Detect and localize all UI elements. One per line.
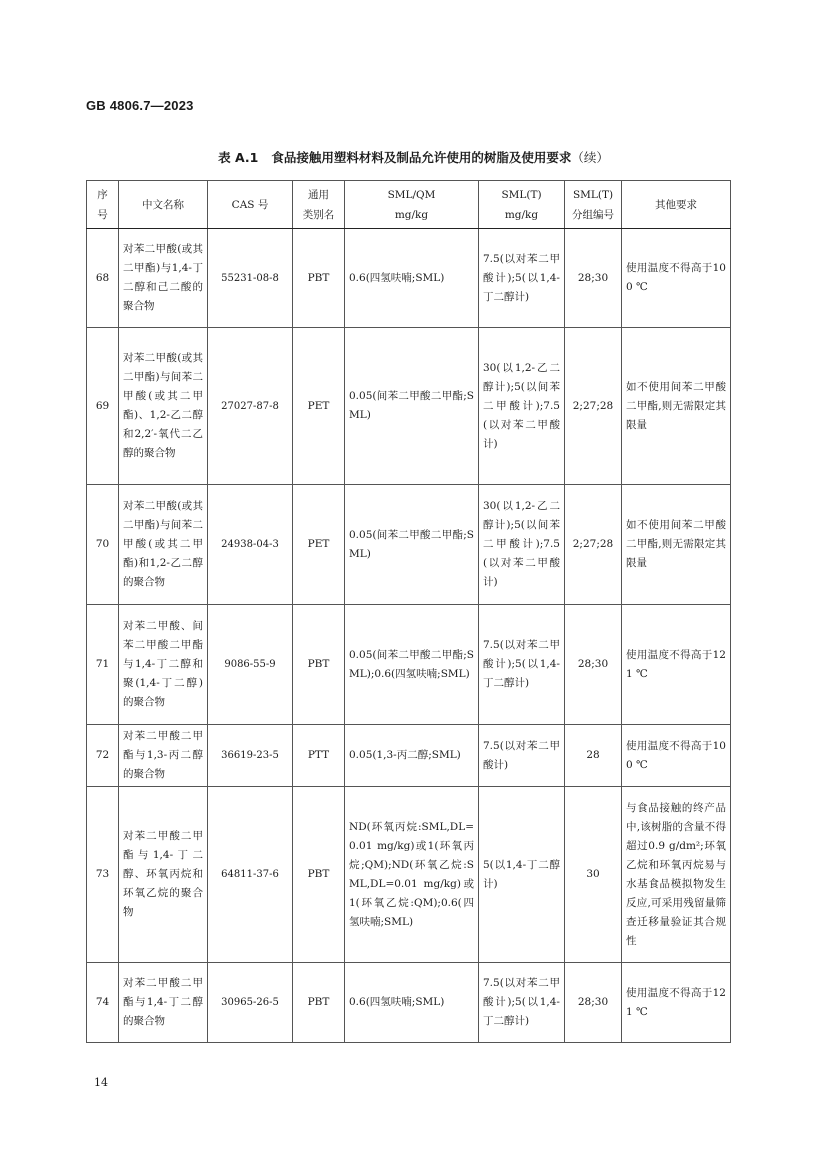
row-other: 如不使用间苯二甲酸二甲酯,则无需限定其限量: [622, 328, 731, 485]
row-group: 2;27;28: [565, 485, 622, 605]
table-caption: [0, 148, 827, 166]
table-caption-title: 食品接触用塑料材料及制品允许使用的树脂及使用要求: [271, 150, 572, 165]
row-sml-t: 30(以1,2-乙二醇计);5(以间苯二甲酸计);7.5(以对苯二甲酸计): [479, 328, 565, 485]
row-sml-qm: ND(环氧丙烷:SML,DL=0.01 mg/kg)或1(环氧丙烷;QM);ND(环氧乙烷:SML,DL=0.01 mg/kg)或1(环氧乙烷:QM);0.6(四氢呋喃;SML): [345, 787, 479, 963]
row-sml-qm: 0.6(四氢呋喃;SML): [345, 963, 479, 1043]
table-row: [87, 963, 731, 1043]
row-name: 对苯二甲酸(或其二甲酯)与间苯二甲酸(或其二甲酯)和1,2-乙二醇的聚合物: [119, 485, 208, 605]
row-name: 对苯二甲酸二甲酯与1,4-丁二醇、环氧丙烷和环氧乙烷的聚合物: [119, 787, 208, 963]
col-header-name: 中文名称: [119, 181, 208, 229]
row-group: 28;30: [565, 605, 622, 725]
col-header-other: 其他要求: [622, 181, 731, 229]
col-header-sml-qm: SML/QM mg/kg: [345, 181, 479, 229]
row-cas: 24938-04-3: [208, 485, 293, 605]
row-other: 使用温度不得高于100 ℃: [622, 725, 731, 787]
row-name: 对苯二甲酸、间苯二甲酸二甲酯与1,4-丁二醇和聚(1,4-丁二醇)的聚合物: [119, 605, 208, 725]
row-cas: 9086-55-9: [208, 605, 293, 725]
row-no: 69: [87, 328, 119, 485]
row-group: 28;30: [565, 229, 622, 328]
row-sml-qm: 0.05(间苯二甲酸二甲酯;SML): [345, 328, 479, 485]
row-cas: 27027-87-8: [208, 328, 293, 485]
row-group: 28: [565, 725, 622, 787]
col-header-cas: CAS 号: [208, 181, 293, 229]
row-category: PBT: [293, 963, 345, 1043]
row-sml-qm: 0.05(间苯二甲酸二甲酯;SML);0.6(四氢呋喃;SML): [345, 605, 479, 725]
table-row: [87, 229, 731, 328]
row-no: 74: [87, 963, 119, 1043]
row-other: 使用温度不得高于121 ℃: [622, 963, 731, 1043]
row-category: PET: [293, 485, 345, 605]
row-sml-t: 7.5(以对苯二甲酸计);5(以1,4-丁二醇计): [479, 963, 565, 1043]
row-sml-t: 7.5(以对苯二甲酸计): [479, 725, 565, 787]
row-other: 使用温度不得高于100 ℃: [622, 229, 731, 328]
table-row: [87, 485, 731, 605]
row-cas: 55231-08-8: [208, 229, 293, 328]
row-no: 72: [87, 725, 119, 787]
table-row: [87, 787, 731, 963]
table-header-row: [87, 181, 731, 229]
table-row: [87, 725, 731, 787]
row-sml-t: 5(以1,4-丁二醇计): [479, 787, 565, 963]
row-cas: 36619-23-5: [208, 725, 293, 787]
row-name: 对苯二甲酸(或其二甲酯)与间苯二甲酸(或其二甲酯)、1,2-乙二醇和2,2′-氧代二乙醇的聚合物: [119, 328, 208, 485]
row-group: 28;30: [565, 963, 622, 1043]
row-group: 2;27;28: [565, 328, 622, 485]
row-sml-t: 30(以1,2-乙二醇计);5(以间苯二甲酸计);7.5(以对苯二甲酸计): [479, 485, 565, 605]
row-no: 71: [87, 605, 119, 725]
row-other: 使用温度不得高于121 ℃: [622, 605, 731, 725]
row-no: 68: [87, 229, 119, 328]
row-name: 对苯二甲酸二甲酯与1,4-丁二醇的聚合物: [119, 963, 208, 1043]
row-category: PBT: [293, 605, 345, 725]
col-header-group: SML(T) 分组编号: [565, 181, 622, 229]
table-row: [87, 328, 731, 485]
row-sml-qm: 0.05(间苯二甲酸二甲酯;SML): [345, 485, 479, 605]
row-sml-t: 7.5(以对苯二甲酸计);5(以1,4-丁二醇计): [479, 605, 565, 725]
row-cas: 30965-26-5: [208, 963, 293, 1043]
table-caption-continued: （续）: [571, 150, 609, 165]
row-category: PTT: [293, 725, 345, 787]
row-no: 73: [87, 787, 119, 963]
page-number: 14: [94, 1076, 108, 1089]
row-sml-qm: 0.6(四氢呋喃;SML): [345, 229, 479, 328]
row-group: 30: [565, 787, 622, 963]
row-no: 70: [87, 485, 119, 605]
table-row: [87, 605, 731, 725]
col-header-category: 通用 类别名: [293, 181, 345, 229]
standard-code: GB 4806.7—2023: [86, 98, 194, 113]
row-other: 与食品接触的终产品中,该树脂的含量不得超过0.9 g/dm²;环氧乙烷和环氧丙烷易与水基食品模拟物发生反应,可采用残留量筛查迁移量验证其合规性: [622, 787, 731, 963]
table-caption-label: 表 A.1: [218, 150, 259, 165]
col-header-sml-t: SML(T) mg/kg: [479, 181, 565, 229]
row-other: 如不使用间苯二甲酸二甲酯,则无需限定其限量: [622, 485, 731, 605]
row-sml-qm: 0.05(1,3-丙二醇;SML): [345, 725, 479, 787]
row-name: 对苯二甲酸二甲酯与1,3-丙二醇的聚合物: [119, 725, 208, 787]
row-name: 对苯二甲酸(或其二甲酯)与1,4-丁二醇和己二酸的聚合物: [119, 229, 208, 328]
row-sml-t: 7.5(以对苯二甲酸计);5(以1,4-丁二醇计): [479, 229, 565, 328]
row-category: PBT: [293, 787, 345, 963]
col-header-no: 序 号: [87, 181, 119, 229]
row-category: PET: [293, 328, 345, 485]
row-cas: 64811-37-6: [208, 787, 293, 963]
resin-requirements-table: [86, 180, 731, 1043]
row-category: PBT: [293, 229, 345, 328]
